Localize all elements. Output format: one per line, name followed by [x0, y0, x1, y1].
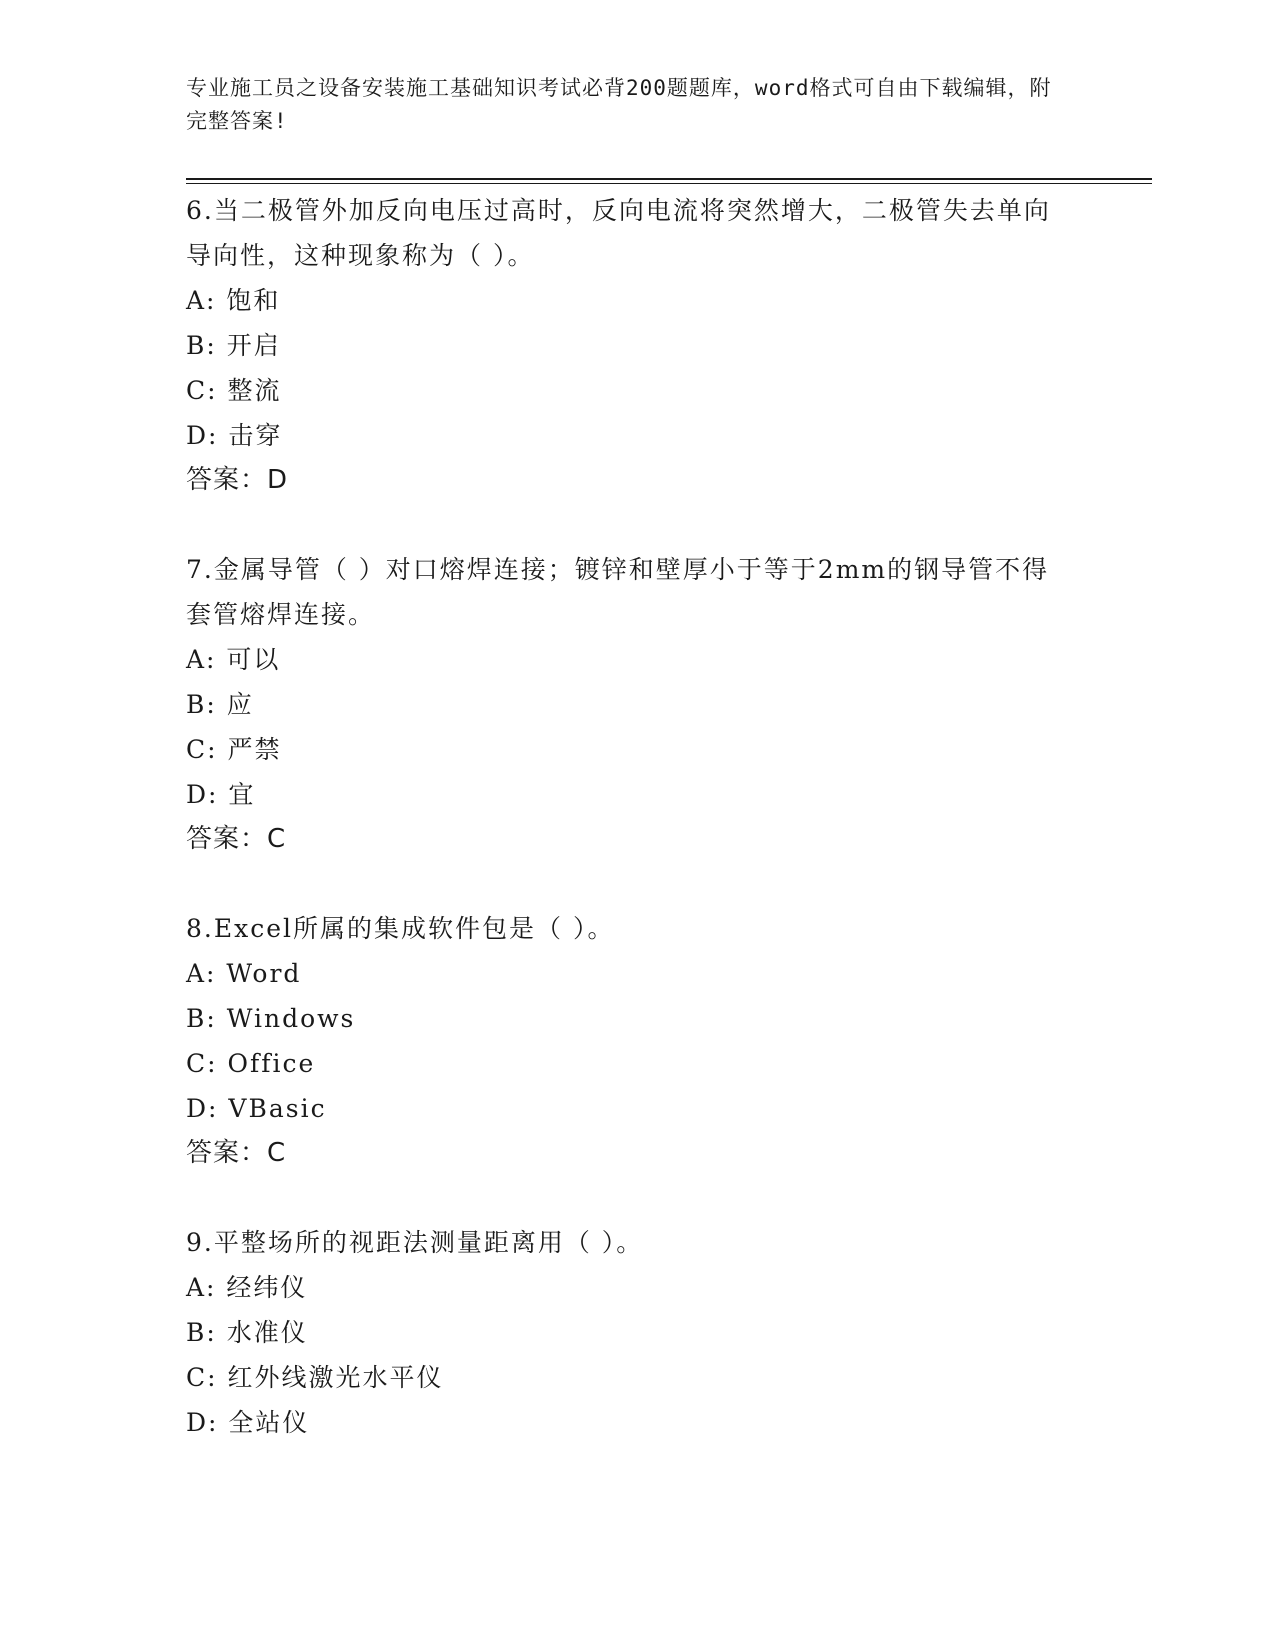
answer-option: D: VBasic: [186, 1094, 327, 1123]
answer-option: C: 整流: [186, 376, 282, 405]
answer-option: B: 应: [186, 690, 254, 719]
question-stem: 7.金属导管（ ）对口熔焊连接；镀锌和壁厚小于等于2mm的钢导管不得套管熔焊连接。: [186, 555, 1050, 629]
question-item: [186, 1220, 1086, 1445]
answer-option: C: 红外线激光水平仪: [186, 1363, 444, 1392]
answer-option: C: Office: [186, 1049, 316, 1078]
answer-option: D: 击穿: [186, 421, 283, 450]
answer-option: B: 开启: [186, 331, 281, 360]
header-divider-thick: [186, 178, 1152, 180]
answer-option: C: 严禁: [186, 735, 282, 764]
answer-key: 答案：C: [186, 1138, 287, 1168]
question-stem: 9.平整场所的视距法测量距离用（ ）。: [186, 1228, 644, 1257]
question-item: [186, 547, 1086, 862]
answer-option: A: Word: [186, 959, 302, 988]
answer-option: A: 饱和: [186, 286, 281, 315]
answer-option: A: 可以: [186, 645, 281, 674]
header-divider-thin: [186, 183, 1152, 184]
question-item: [186, 188, 1086, 503]
answer-option: D: 全站仪: [186, 1408, 310, 1437]
answer-key: 答案：D: [186, 465, 289, 495]
question-list: [186, 188, 1086, 1489]
question-item: [186, 906, 1086, 1176]
answer-option: D: 宜: [186, 780, 256, 809]
question-stem: 6.当二极管外加反向电压过高时，反向电流将突然增大，二极管失去单向导向性，这种现象称为（ ）。: [186, 196, 1051, 270]
answer-option: B: 水准仪: [186, 1318, 308, 1347]
document-header: 专业施工员之设备安装施工基础知识考试必背200题题库，word格式可自由下载编辑，附完整答案!: [186, 76, 1052, 133]
answer-option: B: Windows: [186, 1004, 356, 1033]
answer-key: 答案：C: [186, 824, 287, 854]
question-stem: 8.Excel所属的集成软件包是（ ）。: [186, 914, 615, 943]
answer-option: A: 经纬仪: [186, 1273, 308, 1302]
